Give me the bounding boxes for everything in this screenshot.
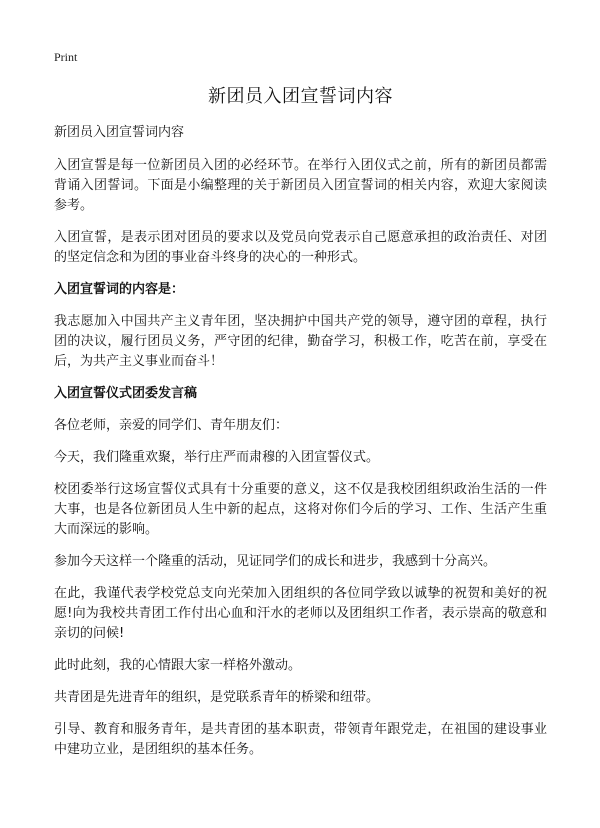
speech-paragraph: 今天，我们隆重欢聚，举行庄严而肃穆的入团宣誓仪式。 (54, 450, 380, 465)
oath-heading: 入团宣誓词的内容是： (54, 282, 185, 297)
document-title: 新团员入团宣誓词内容 (208, 86, 393, 107)
print-link[interactable]: Print (54, 50, 78, 64)
intro-paragraph: 入团宣誓是每一位新团员入团的必经环节。在举行入团仪式之前，所有的新团员都需背诵入团誓词。下面是小编整理的关于新团员入团宣誓词的相关内容，欢迎大家阅读参考。 (54, 158, 547, 213)
speech-paragraph: 各位老师，亲爱的同学们、青年朋友们： (54, 418, 289, 433)
speech-paragraph: 共青团是先进青年的组织，是党联系青年的桥梁和纽带。 (54, 690, 380, 705)
speech-paragraph: 引导、教育和服务青年，是共青团的基本职责，带领青年跟党走，在祖国的建设事业中建功立业，是团组织的基本任务。 (54, 722, 547, 757)
speech-paragraph: 在此，我谨代表学校党总支向光荣加入团组织的各位同学致以诚挚的祝贺和美好的祝愿!向为我校共青团工作付出心血和汗水的老师以及团组织工作者，表示崇高的敬意和亲切的问候! (54, 586, 547, 641)
oath-paragraph: 我志愿加入中国共产主义青年团，坚决拥护中国共产党的领导，遵守团的章程，执行团的决议，履行团员义务，严守团的纪律，勤奋学习，积极工作，吃苦在前，享受在后，为共产主义事业而奋斗！ (54, 314, 547, 369)
speech-heading: 入团宣誓仪式团委发言稿 (54, 386, 198, 401)
speech-paragraph: 此时此刻，我的心情跟大家一样格外激动。 (54, 658, 302, 673)
definition-paragraph: 入团宣誓，是表示团对团员的要求以及党员向党表示自己愿意承担的政治责任、对团的坚定信念和为团的事业奋斗终身的决心的一种形式。 (54, 230, 547, 265)
speech-paragraph: 参加今天这样一个隆重的活动，见证同学们的成长和进步，我感到十分高兴。 (54, 554, 497, 569)
document-subtitle: 新团员入团宣誓词内容 (54, 125, 185, 140)
speech-paragraph: 校团委举行这场宣誓仪式具有十分重要的意义，这不仅是我校团组织政治生活的一件大事，也是各位新团员人生中新的起点，这将对你们今后的学习、工作、生活产生重大而深远的影响。 (54, 482, 547, 537)
